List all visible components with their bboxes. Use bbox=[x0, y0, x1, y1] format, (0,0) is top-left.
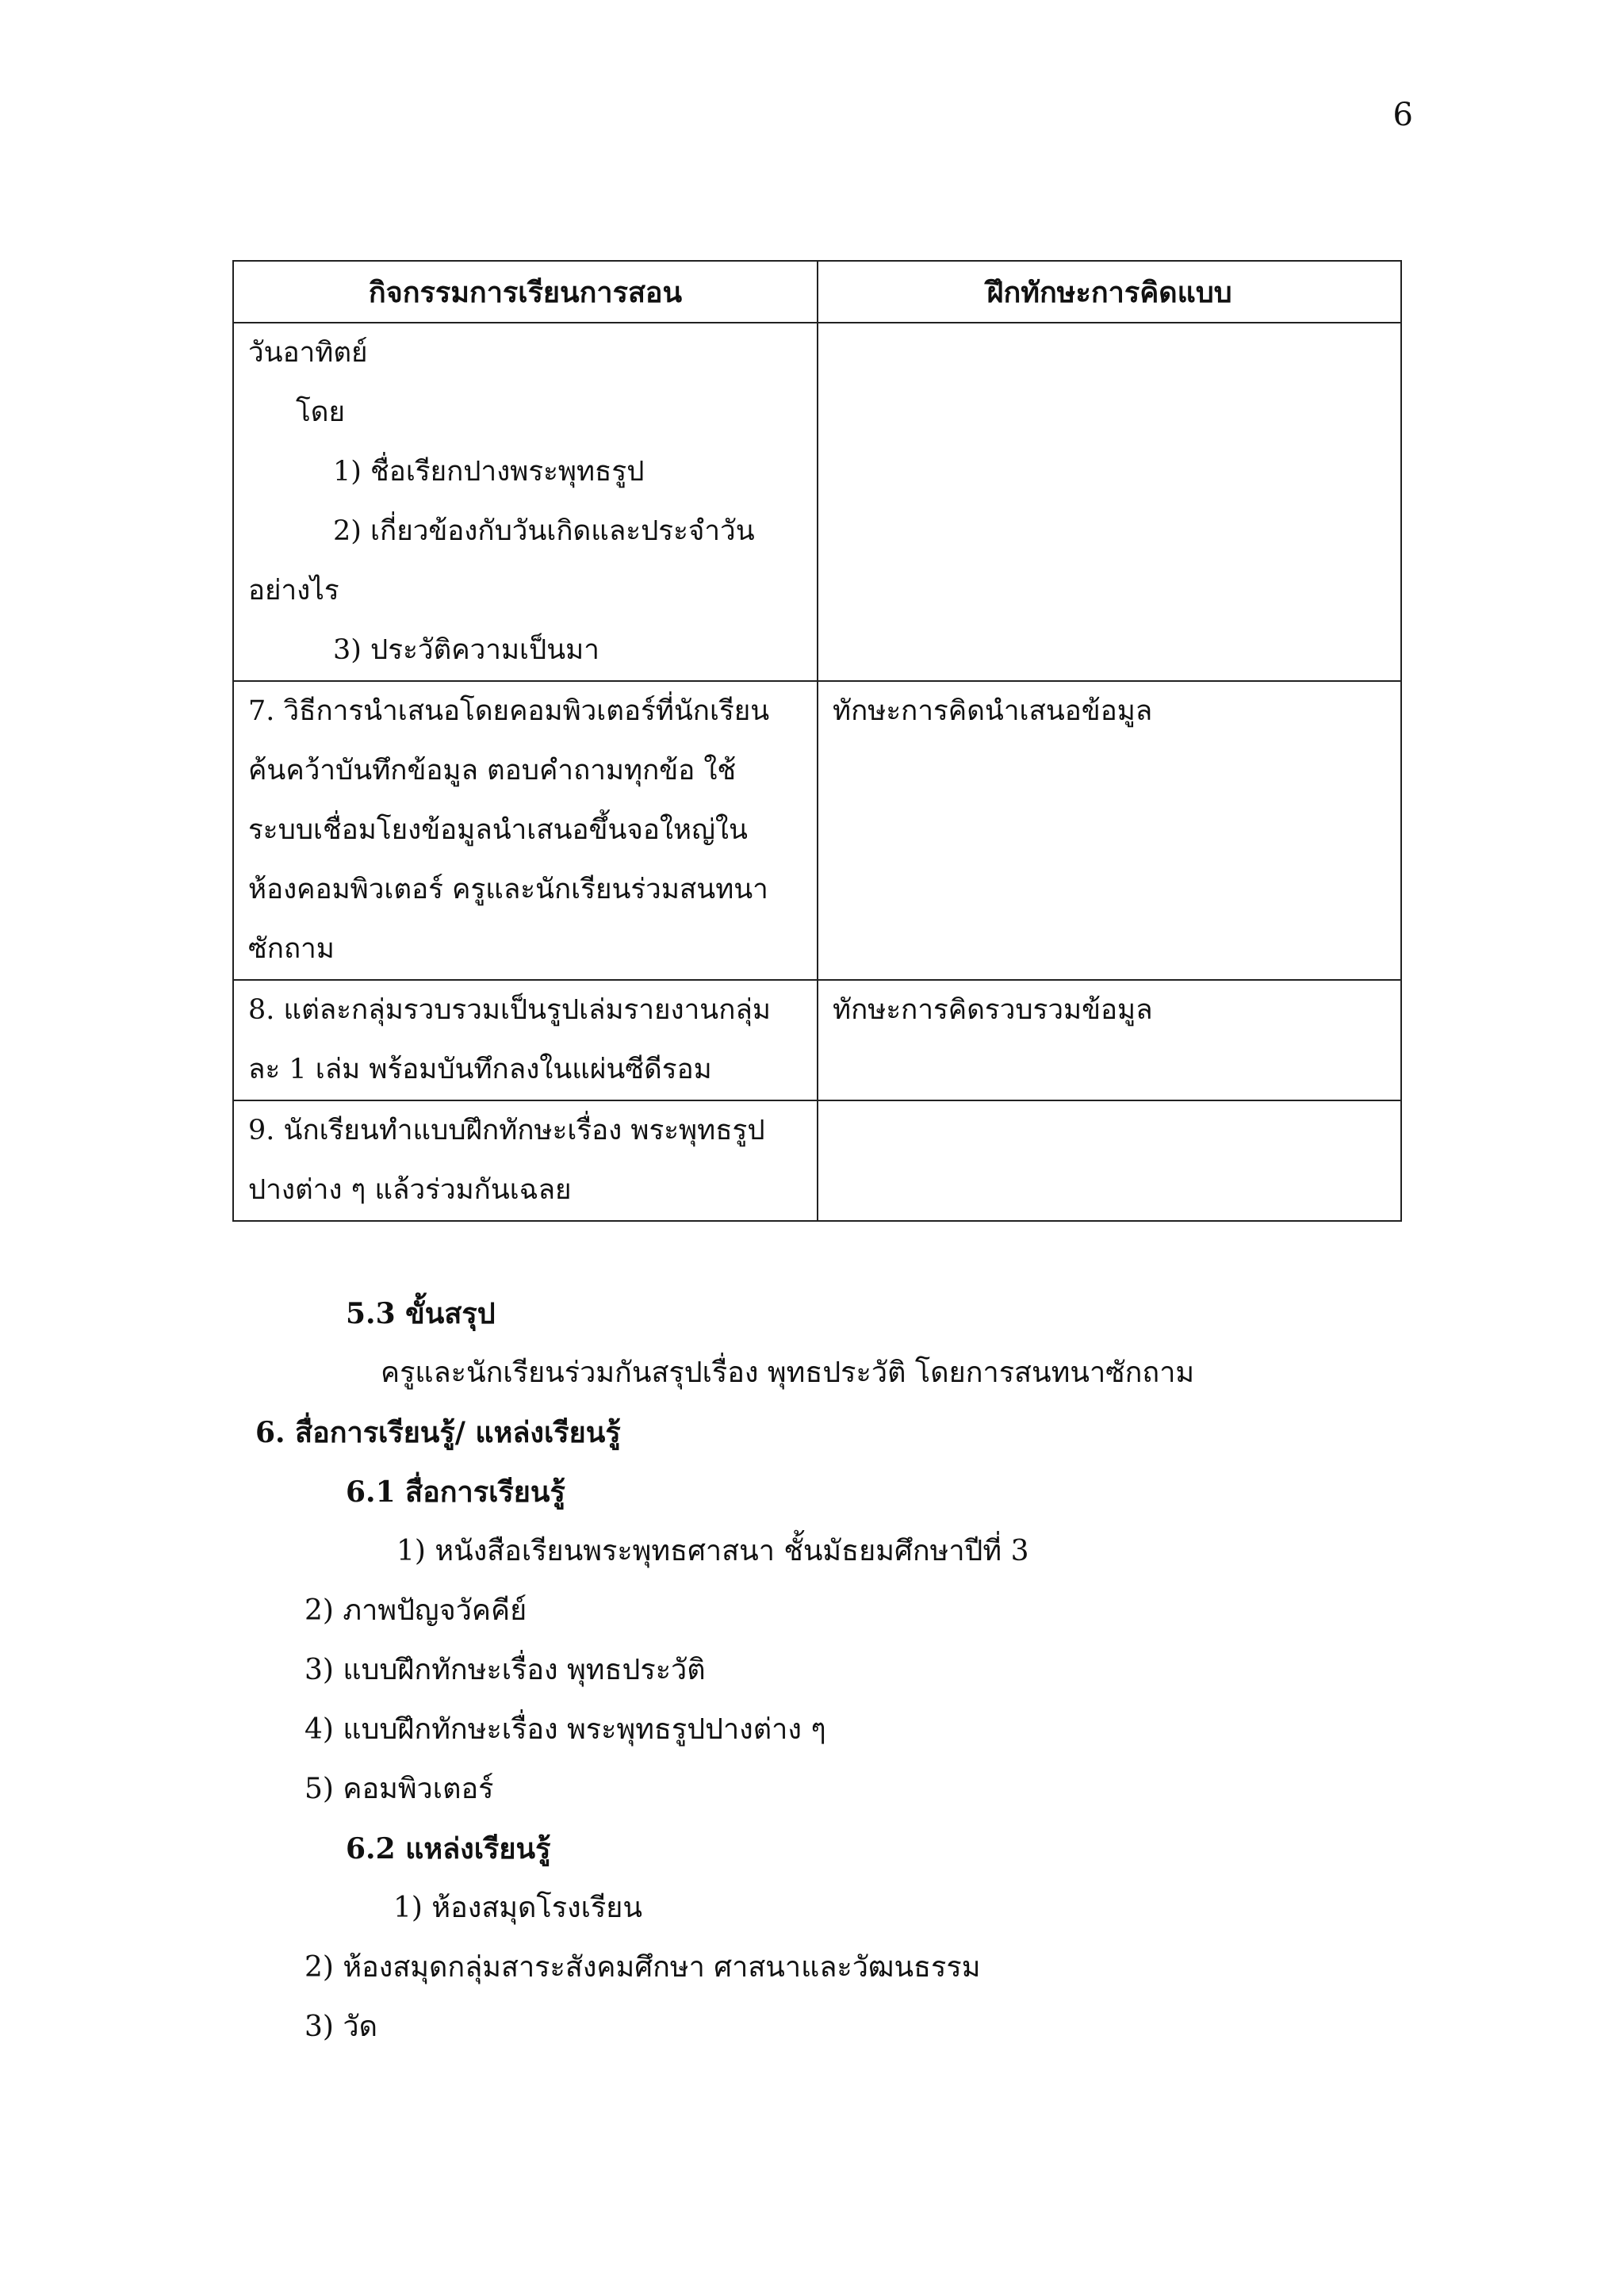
activity-line: อย่างไร bbox=[248, 575, 339, 607]
activity-line: ค้นคว้าบันทึกข้อมูล ตอบคำถามทุกข้อ ใช้ bbox=[248, 755, 737, 786]
activity-line: 2) เกี่ยวข้องกับวันเกิดและประจำวัน bbox=[333, 515, 755, 547]
page-number: 6 bbox=[1392, 97, 1413, 133]
activity-line: ซักถาม bbox=[248, 933, 335, 965]
list-item: 4) แบบฝึกทักษะเรื่อง พระพุทธรูปปางต่าง ๆ bbox=[304, 1713, 826, 1746]
list-item: 3) วัด bbox=[304, 2011, 377, 2043]
table-header-row bbox=[233, 261, 1401, 323]
list-item: 1) ห้องสมุดโรงเรียน bbox=[393, 1892, 642, 1924]
skill-cell bbox=[818, 681, 1401, 980]
skill-text: ทักษะการคิดรวบรวมข้อมูล bbox=[833, 994, 1153, 1026]
activity-line: 1) ชื่อเรียกปางพระพุทธรูป bbox=[333, 456, 645, 488]
skill-cell bbox=[818, 1100, 1401, 1221]
section-6-title: 6. สื่อการเรียนรู้/ แหล่งเรียนรู้ bbox=[255, 1416, 621, 1449]
skill-cell bbox=[818, 980, 1401, 1100]
lesson-activity-table bbox=[232, 260, 1402, 1222]
activity-line: 3) ประวัติความเป็นมา bbox=[333, 634, 599, 666]
activity-line: ละ 1 เล่ม พร้อมบันทึกลงในแผ่นซีดีรอม bbox=[248, 1054, 712, 1085]
skill-cell bbox=[818, 323, 1401, 681]
activity-cell bbox=[233, 980, 818, 1100]
skill-text: ทักษะการคิดนำเสนอข้อมูล bbox=[833, 695, 1153, 727]
activity-line: 9. นักเรียนทำแบบฝึกทักษะเรื่อง พระพุทธรูป bbox=[248, 1115, 765, 1146]
header-skill: ฝึกทักษะการคิดแบบ bbox=[818, 261, 1401, 323]
table-row bbox=[233, 1100, 1401, 1221]
section-5-3-text: ครูและนักเรียนร่วมกันสรุปเรื่อง พุทธประวัติ โดยการสนทนาซักถาม bbox=[381, 1357, 1195, 1389]
activity-cell bbox=[233, 323, 818, 681]
activity-line: 8. แต่ละกลุ่มรวบรวมเป็นรูปเล่มรายงานกลุ่ม bbox=[248, 994, 771, 1026]
section-6-2-title: 6.2 แหล่งเรียนรู้ bbox=[346, 1832, 551, 1866]
activity-line: โดย bbox=[296, 396, 346, 428]
list-item: 2) ภาพปัญจวัคคีย์ bbox=[304, 1594, 527, 1627]
table-row bbox=[233, 980, 1401, 1100]
table-row bbox=[233, 681, 1401, 980]
section-5-3-title: 5.3 ขั้นสรุป bbox=[346, 1297, 496, 1330]
activity-cell bbox=[233, 681, 818, 980]
list-item: 2) ห้องสมุดกลุ่มสาระสังคมศึกษา ศาสนาและวัฒนธรรม bbox=[304, 1951, 981, 1984]
skill-text bbox=[818, 323, 1400, 383]
activity-line: ระบบเชื่อมโยงข้อมูลนำเสนอขึ้นจอใหญ่ใน bbox=[248, 814, 748, 846]
header-activity: กิจกรรมการเรียนการสอน bbox=[233, 261, 818, 323]
activity-line: 7. วิธีการนำเสนอโดยคอมพิวเตอร์ที่นักเรียน bbox=[248, 695, 770, 727]
table-row bbox=[233, 323, 1401, 681]
activity-line: วันอาทิตย์ bbox=[248, 337, 368, 369]
activity-line: ปางต่าง ๆ แล้วร่วมกันเฉลย bbox=[248, 1174, 572, 1206]
skill-text bbox=[818, 1101, 1400, 1161]
activity-line: ห้องคอมพิวเตอร์ ครูและนักเรียนร่วมสนทนา bbox=[248, 874, 768, 905]
list-item: 5) คอมพิวเตอร์ bbox=[304, 1773, 494, 1805]
list-item: 1) หนังสือเรียนพระพุทธศาสนา ชั้นมัธยมศึกษาปีที่ 3 bbox=[396, 1535, 1029, 1567]
section-6-1-title: 6.1 สื่อการเรียนรู้ bbox=[346, 1475, 565, 1509]
list-item: 3) แบบฝึกทักษะเรื่อง พุทธประวัติ bbox=[304, 1654, 706, 1686]
activity-cell bbox=[233, 1100, 818, 1221]
